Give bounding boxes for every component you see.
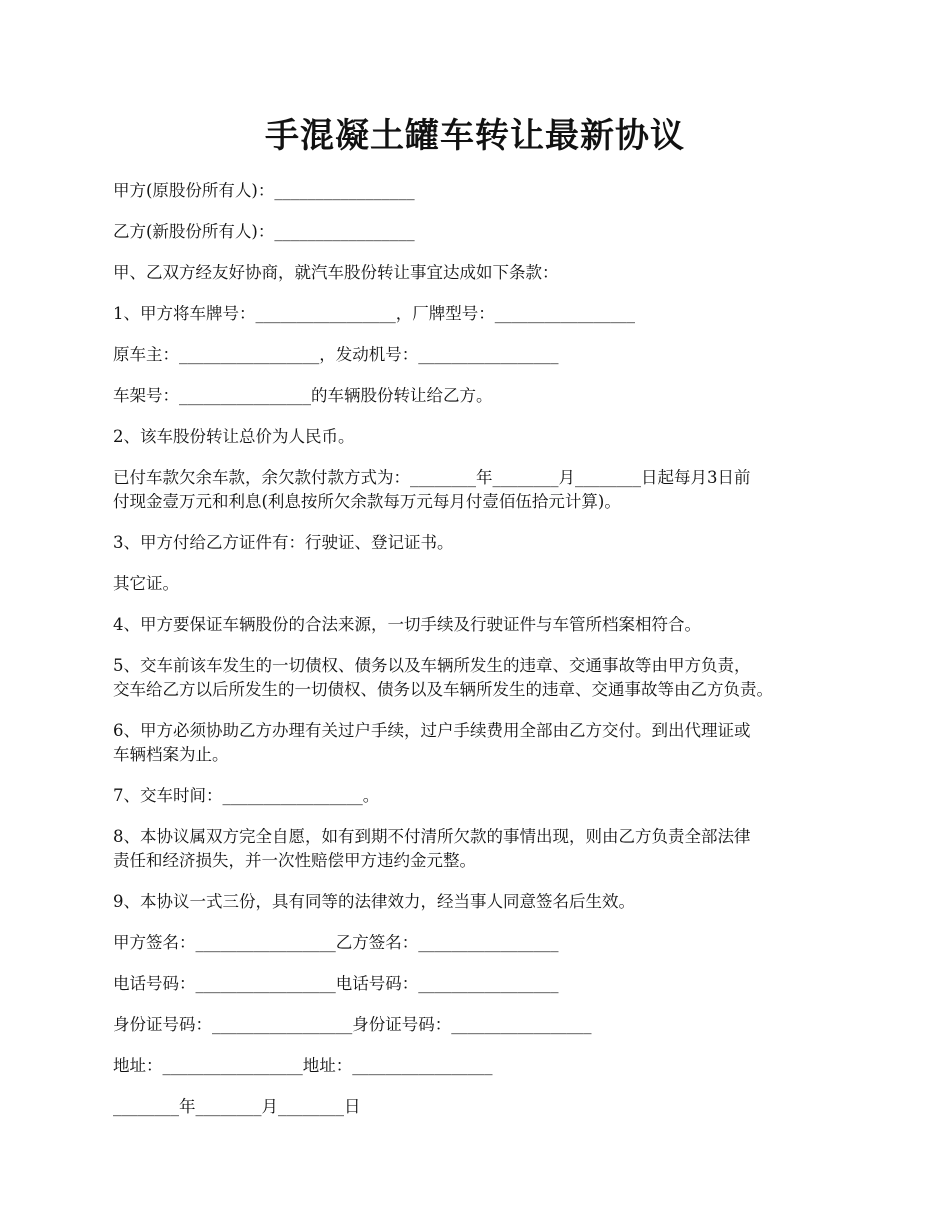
clause-2-payment: 已付车款欠余车款，余欠款付款方式为：________年________月________日起每月3日前 付现金壹万元和利息(利息按所欠余款每万元每月付壹佰伍拾元计算)。: [113, 468, 751, 511]
clause-1-plate: 1、甲方将车牌号：_________________，厂牌型号：_________________: [113, 304, 635, 323]
clause-8: 8、本协议属双方完全自愿，如有到期不付清所欠款的事情出现，则由乙方负责全部法律 责任和经济损失，并一次性赔偿甲方违约金元整。: [113, 827, 751, 870]
clause-2-price: 2、该车股份转让总价为人民币。: [113, 427, 355, 446]
clause-9: 9、本协议一式三份，具有同等的法律效力，经当事人同意签名后生效。: [113, 892, 635, 911]
party-a-line: 甲方(原股份所有人)：_________________: [113, 181, 415, 200]
clause-5: 5、交车前该车发生的一切债权、债务以及车辆所发生的违章、交通事故等由甲方负责， 交车给乙方以后所发生的一切债权、债务以及车辆所发生的违章、交通事故等由乙方负责。: [113, 656, 773, 699]
clause-1-owner: 原车主：_________________，发动机号：_________________: [113, 345, 559, 364]
address-line: 地址：_________________地址：_________________: [113, 1056, 493, 1075]
party-b-line: 乙方(新股份所有人)：_________________: [113, 222, 415, 241]
clause-1-frame: 车架号：________________的车辆股份转让给乙方。: [113, 386, 493, 405]
clause-7: 7、交车时间：_________________。: [113, 786, 380, 805]
id-number-line: 身份证号码：_________________身份证号码：_________________: [113, 1015, 592, 1034]
clause-3-other: 其它证。: [113, 574, 179, 593]
clause-6: 6、甲方必须协助乙方办理有关过户手续，过户手续费用全部由乙方交付。到出代理证或 车辆档案为止。: [113, 721, 751, 764]
date-line: ________年________月________日: [113, 1097, 361, 1116]
intro-paragraph: 甲、乙双方经友好协商，就汽车股份转让事宜达成如下条款：: [113, 263, 559, 282]
document-title: 手混凝土罐车转让最新协议: [265, 116, 685, 156]
signature-line: 甲方签名：_________________乙方签名：_________________: [113, 933, 559, 952]
clause-3-documents: 3、甲方付给乙方证件有：行驶证、登记证书。: [113, 533, 454, 552]
document-body: [113, 179, 853, 1136]
clause-4: 4、甲方要保证车辆股份的合法来源，一切手续及行驶证件与车管所档案相符合。: [113, 615, 701, 634]
phone-line: 电话号码：_________________电话号码：_________________: [113, 974, 559, 993]
